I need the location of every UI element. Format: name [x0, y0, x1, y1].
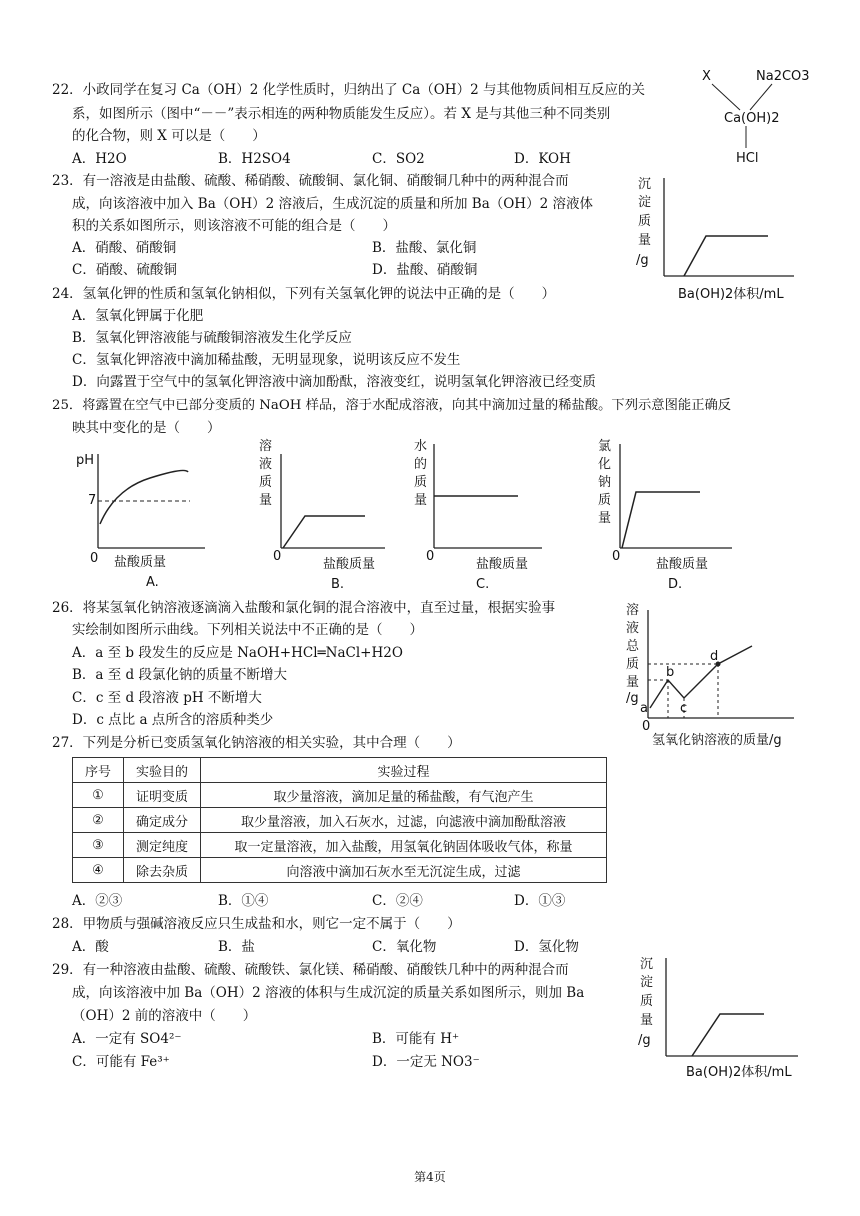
table-header: 序号 — [73, 758, 124, 783]
q23-stem-2: 成，向该溶液中加入 Ba（OH）2 溶液后，生成沉淀的质量和所加 Ba（OH）2 溶液体 — [72, 196, 593, 212]
q25c-origin: 0 — [426, 549, 435, 564]
q25c-xlabel: 盐酸质量 — [476, 557, 529, 572]
q25b-ylabel-char: 量 — [259, 493, 273, 508]
q25c-ylabel-char: 水 — [414, 439, 428, 454]
q29-option-a: A．一定有 SO4²⁻ — [72, 1031, 182, 1047]
q25d-xlabel: 盐酸质量 — [656, 557, 709, 572]
q29-graph — [636, 952, 806, 1082]
q25a-tick-7: 7 — [88, 493, 97, 508]
q29-stem-1: 29．有一种溶液由盐酸、硫酸、硫酸铁、氯化镁、稀硝酸、硝酸铁几种中的两种混合而 — [52, 962, 569, 978]
q26-ylabel-char: 质 — [626, 657, 640, 672]
table-cell: 确定成分 — [124, 808, 201, 833]
q26-point-c: c — [680, 701, 688, 716]
q26-origin: 0 — [642, 719, 651, 734]
q29-ylabel-char: 沉 — [640, 957, 654, 972]
q25d-origin: 0 — [612, 549, 621, 564]
q22-link-na2co3 — [750, 84, 772, 110]
q28-option-d: D．氢化物 — [514, 939, 579, 955]
q27-option-c: C．②④ — [372, 893, 423, 909]
page-number: 第4页 — [414, 1170, 446, 1184]
q27-stem-1: 27．下列是分析已变质氢氧化钠溶液的相关实验，其中合理（ ） — [52, 735, 461, 751]
q23-ylabel — [636, 177, 651, 268]
q26-option-d: D．c 点比 a 点所含的溶质种类少 — [72, 712, 274, 728]
table-cell: ① — [73, 783, 124, 808]
table-row — [73, 783, 607, 808]
q22-option-d: D．KOH — [514, 151, 571, 167]
table-cell: 取少量溶液，加入石灰水，过滤，向滤液中滴加酚酞溶液 — [201, 808, 607, 833]
table-cell: 取一定量溶液，加入盐酸，用氢氧化钠固体吸收气体，称量 — [201, 833, 607, 858]
q22-link-x — [712, 84, 740, 110]
table-row — [73, 833, 607, 858]
q29-stem-3: （OH）2 前的溶液中（ ） — [72, 1008, 257, 1024]
q26-point-a: a — [640, 701, 648, 716]
q22-stem-1: 22．小政同学在复习 Ca（OH）2 化学性质时，归纳出了 Ca（OH）2 与其他物质间相互反应的关 — [52, 82, 645, 98]
q26-ylabel-char: 总 — [626, 639, 640, 654]
q25d-ylabel-char: 钠 — [598, 475, 612, 490]
q29-option-d: D．一定无 NO3⁻ — [372, 1054, 480, 1070]
q23-ylabel-char: 质 — [638, 214, 652, 229]
q25b-letter: B. — [331, 577, 345, 592]
q25d-ylabel-char: 质 — [598, 493, 612, 508]
q25c-ylabel-char: 量 — [414, 493, 428, 508]
q23-stem-1: 23．有一溶液是由盐酸、硫酸、稀硝酸、硫酸铜、氯化铜、硝酸铜几种中的两种混合而 — [52, 173, 569, 189]
q25a-curve — [100, 470, 188, 524]
q26-stem-2: 实绘制如图所示曲线。下列相关说法中不正确的是（ ） — [72, 622, 423, 638]
q26-option-b: B．a 至 d 段氯化钠的质量不断增大 — [72, 667, 287, 683]
q26-point-d-label: d — [710, 649, 719, 664]
q25c-letter: C. — [476, 577, 490, 592]
q25d-ylabel-char: 量 — [598, 511, 612, 526]
q22-stem-3: 的化合物，则 X 可以是（ ） — [72, 128, 266, 144]
q26-ylabel-char: 液 — [626, 621, 640, 636]
q26-option-c: C．c 至 d 段溶液 pH 不断增大 — [72, 690, 262, 706]
q25b-ylabel-char: 质 — [259, 475, 273, 490]
q23-option-b: B．盐酸、氯化铜 — [372, 240, 477, 256]
q24-option-a: A．氢氧化钾属于化肥 — [72, 308, 204, 324]
table-header: 实验过程 — [201, 758, 607, 783]
q27-option-a: A．②③ — [72, 893, 123, 909]
q29-stem-2: 成，向该溶液中加 Ba（OH）2 溶液的体积与生成沉淀的质量关系如图所示，则加 Ba — [72, 985, 585, 1001]
q28-option-a: A．酸 — [72, 939, 109, 955]
q26-ylabel-char: 溶 — [626, 603, 640, 618]
q23-graph — [634, 172, 804, 304]
q22-option-c: C．SO2 — [372, 151, 425, 167]
q25-stem-1: 25．将露置在空气中已部分变质的 NaOH 样品，溶于水配成溶液，向其中滴加过量的稀盐酸。下列示意图能正确反 — [52, 398, 732, 413]
table-cell: ② — [73, 808, 124, 833]
q23-ylabel-char: 淀 — [638, 195, 652, 210]
q22-option-b: B．H2SO4 — [218, 151, 291, 167]
q25b-curve — [283, 516, 365, 548]
table-row — [73, 808, 607, 833]
q24-stem-1: 24．氢氧化钾的性质和氢氧化钠相似，下列有关氢氧化钾的说法中正确的是（ ） — [52, 286, 556, 302]
table-cell: 取少量溶液，滴加足量的稀盐酸，有气泡产生 — [201, 783, 607, 808]
q25b-ylabel-char: 液 — [259, 457, 273, 472]
q25-graph-d — [592, 434, 742, 594]
q25c-ylabel-char: 质 — [414, 475, 428, 490]
q25a-letter: A. — [146, 575, 159, 590]
q25-graph-a — [70, 444, 210, 594]
q28-option-c: C．氧化物 — [372, 939, 437, 955]
q29-curve — [692, 1014, 764, 1056]
q26-option-a: A．a 至 b 段发生的反应是 NaOH+HCl═NaCl+H2O — [72, 645, 403, 661]
q26-ylabel-char: 量 — [626, 675, 640, 690]
table-row — [73, 858, 607, 883]
table-cell: 测定纯度 — [124, 833, 201, 858]
q23-curve — [684, 236, 768, 276]
table-header: 实验目的 — [124, 758, 201, 783]
q29-ylabel-char: /g — [638, 1033, 651, 1048]
q23-option-a: A．硝酸、硝酸铜 — [72, 240, 177, 256]
q28-stem-1: 28．甲物质与强碱溶液反应只生成盐和水，则它一定不属于（ ） — [52, 916, 461, 932]
table-cell: ③ — [73, 833, 124, 858]
q26-ylabel-char: /g — [626, 691, 639, 706]
q26-stem-1: 26．将某氢氧化钠溶液逐滴滴入盐酸和氯化铜的混合溶液中，直至过量，根据实验事 — [52, 600, 556, 616]
q23-stem-3: 积的关系如图所示，则该溶液不可能的组合是（ ） — [72, 218, 396, 234]
q26-graph — [624, 600, 804, 752]
table-cell: 向溶液中滴加石灰水至无沉淀生成，过滤 — [201, 858, 607, 883]
q25d-curve — [622, 492, 700, 548]
q27-option-d: D．①③ — [514, 893, 566, 909]
q24-option-c: C．氢氧化钾溶液中滴加稀盐酸，无明显现象，说明该反应不发生 — [72, 352, 461, 368]
q22-relation-diagram — [690, 60, 820, 170]
q26-point-b: b — [666, 665, 675, 680]
q25-graph-b — [255, 434, 395, 594]
q23-option-d: D．盐酸、硝酸铜 — [372, 262, 478, 278]
q24-option-d: D．向露置于空气中的氢氧化钾溶液中滴加酚酞，溶液变红，说明氢氧化钾溶液已经变质 — [72, 374, 596, 390]
q25a-ylabel: pH — [76, 453, 95, 468]
q25-stem-2: 映其中变化的是（ ） — [72, 420, 221, 436]
q23-ylabel-char: 沉 — [638, 177, 652, 192]
q25b-xlabel: 盐酸质量 — [323, 557, 376, 572]
q25d-letter: D. — [668, 577, 683, 592]
q23-xlabel: Ba(OH)2体积/mL — [678, 287, 784, 302]
q29-ylabel-char: 淀 — [640, 975, 654, 990]
table-cell: 除去杂质 — [124, 858, 201, 883]
table-header-row — [73, 758, 607, 783]
q22-stem-2: 系，如图所示（图中“－－”表示相连的两种物质能发生反应）。若 X 是与其他三种不同类别 — [72, 106, 611, 122]
q23-ylabel-char: /g — [636, 253, 649, 268]
q22-node-na2co3: Na2CO3 — [756, 69, 810, 84]
table-cell: 证明变质 — [124, 783, 201, 808]
q25b-ylabel-char: 溶 — [259, 439, 273, 454]
q25d-ylabel-char: 氯 — [598, 439, 612, 454]
q29-option-c: C．可能有 Fe³⁺ — [72, 1054, 170, 1070]
q26-xlabel: 氢氧化钠溶液的质量/g — [652, 733, 782, 748]
q29-xlabel: Ba(OH)2体积/mL — [686, 1065, 792, 1080]
table-cell: ④ — [73, 858, 124, 883]
q29-ylabel-char: 质 — [640, 994, 654, 1009]
q27-table — [72, 757, 607, 883]
q25d-ylabel-char: 化 — [598, 457, 612, 472]
q25a-xlabel: 盐酸质量 — [114, 555, 167, 570]
q22-node-center: Ca(OH)2 — [724, 111, 780, 126]
q22-option-a: A．H2O — [72, 151, 127, 167]
q28-option-b: B．盐 — [218, 939, 255, 955]
q29-option-b: B．可能有 H⁺ — [372, 1031, 460, 1047]
q25-graph-c — [410, 434, 550, 594]
q25c-ylabel-char: 的 — [414, 457, 428, 472]
q24-option-b: B．氢氧化钾溶液能与硫酸铜溶液发生化学反应 — [72, 330, 352, 346]
q29-ylabel-char: 量 — [640, 1013, 654, 1028]
q23-option-c: C．硝酸、硫酸铜 — [72, 262, 177, 278]
q25b-origin: 0 — [273, 549, 282, 564]
q23-ylabel-char: 量 — [638, 233, 652, 248]
q25a-origin: 0 — [90, 551, 99, 566]
q22-node-x: X — [702, 69, 711, 84]
q22-node-hcl: HCl — [736, 151, 759, 166]
q27-option-b: B．①④ — [218, 893, 269, 909]
